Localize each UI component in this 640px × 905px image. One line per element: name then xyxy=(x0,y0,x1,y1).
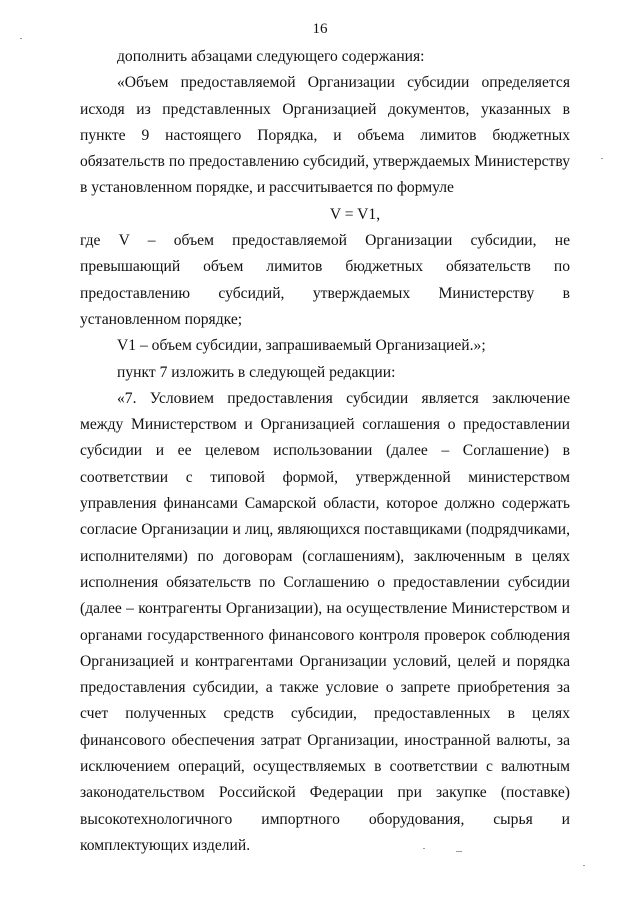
paragraph-item-7: «7. Условием предоставления субсидии является заключение между Министерством и Организацией соглашения о предоставлении субсидии и ее целевом использовании (далее – Соглашение) в соответствии с типовой формой, утвержденной министерством управления финансами Самарской области, которое должно содержать согласие Организации и лиц, являющихся поставщиками (подрядчиками, исполнителями) по договорам (соглашениям), заключенным в целях исполнения обязательств по Соглашению о предоставлении субсидии (далее – контрагенты Организации), на осуществление Министерством и органами государственного финансового контроля проверок соблюдения Организацией и контрагентами Организации условий, целей и порядка предоставления субсидии, а также условие о запрете приобретения за счет полученных средств субсидии, предоставленных в целях финансового обеспечения затрат Организации, иностранной валюты, за исключением операций, осуществляемых в соответствии с валютным законодательством Российской Федерации при закупке (поставке) высокотехнологичного импортного оборудования, сырья и комплектующих изделий. xyxy=(80,389,570,854)
paragraph-item-7-intro: пункт 7 изложить в следующей редакции: xyxy=(117,363,396,381)
paragraph-formula-definition-v: где V – объем предоставляемой Организации субсидии, не превышающий объем лимитов бюджетных обязательств по предоставлению субсидий, утверждаемых Министерству в установленном порядке; xyxy=(80,232,570,328)
scan-speck xyxy=(20,38,22,39)
paragraph-formula-definition-v1: V1 – объем субсидии, запрашиваемый Организацией.»; xyxy=(117,337,486,355)
page-number: 16 xyxy=(312,21,328,37)
scan-speck xyxy=(601,158,603,159)
scan-speck xyxy=(456,851,462,852)
paragraph-subsidy-volume: «Объем предоставляемой Организации субсидии определяется исходя из представленных Организацией документов, указанных в пункте 9 настоящего Порядка, и объема лимитов бюджетных обязательств по предоставлению субсидий, утверждаемых Министерству в установленном порядке, и рассчитывается по формуле xyxy=(80,74,570,197)
formula: V = V1, xyxy=(329,205,381,223)
paragraph-intro: дополнить абзацами следующего содержания: xyxy=(117,48,425,65)
scan-speck xyxy=(583,865,585,866)
scan-speck xyxy=(423,848,425,849)
document-body xyxy=(80,44,570,859)
